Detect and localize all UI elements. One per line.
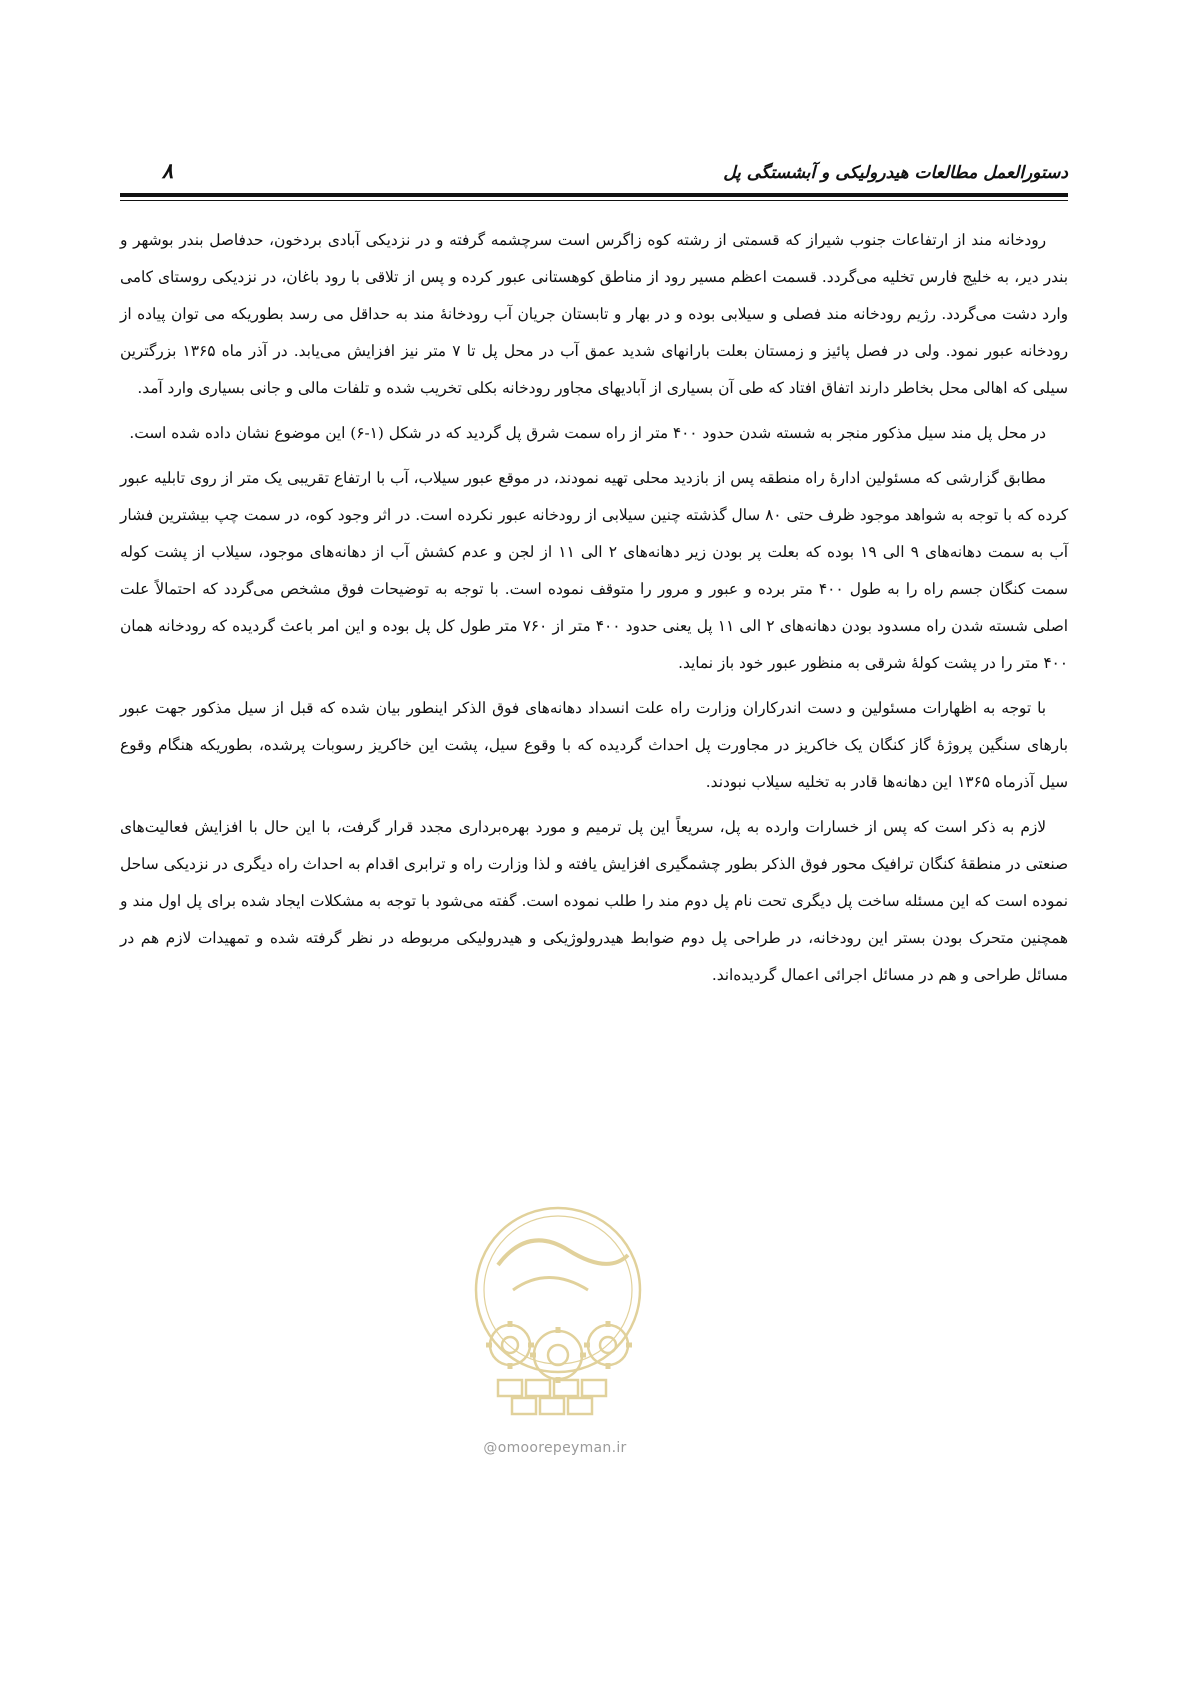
page-number: ۸ (161, 159, 173, 183)
body-text (120, 222, 1068, 1002)
paragraph-4: با توجه به اظهارات مسئولین و دست اندرکاران وزارت راه علت انسداد دهانه‌های فوق الذکر اینطور بیان شده که قبل از سیل مذکور جهت عبور بارهای سنگین پروژهٔ گاز کنگان یک خاکریز در مجاورت پل احداث گردیده که با وقوع سیل، پشت این خاکریز رسوبات پرشده، بطوریکه هنگام وقوع سیل آذرماه ۱۳۶۵ این دهانه‌ها قادر به تخلیه سیلاب نبودند. (120, 699, 1068, 791)
header-rule-thin (120, 200, 1068, 201)
paragraph-5: لازم به ذکر است که پس از خسارات وارده به پل، سریعاً این پل ترمیم و مورد بهره‌برداری مجدد قرار گرفت، با این حال با افزایش فعالیت‌های صنعتی در منطقهٔ کنگان ترافیک محور فوق الذکر بطور چشمگیری افزایش یافته و لذا وزارت راه و ترابری اقدام به احداث راه دیگری در نزدیکی ساحل نموده است که این مسئله ساخت پل دیگری تحت نام پل دوم مند را طلب نموده است. گفته می‌شود با توجه به مشکلات ایجاد شده برای پل اول مند و همچنین متحرک بودن بستر این رودخانه، در طراحی پل دوم ضوابط هیدرولوژیکی و هیدرولیکی مربوطه در نظر گرفته شده و تمهیدات لازم هم در مسائل طراحی و هم در مسائل اجرائی اعمال گردیده‌اند. (120, 818, 1068, 984)
watermark-stamp-logo (458, 1195, 658, 1425)
paragraph-3: مطابق گزارشی که مسئولین ادارهٔ راه منطقه پس از بازدید محلی تهیه نمودند، در موقع عبور سیلاب، آب با ارتفاع تقریبی یک متر از روی تابلیه عبور کرده که با توجه به شواهد موجود ظرف حتی ۸۰ سال گذشته چنین سیلابی از رودخانه عبور نکرده است. در اثر وجود کوه، در سمت چپ بیشترین فشار آب به سمت دهانه‌های ۹ الی ۱۹ بوده که بعلت پر بودن زیر دهانه‌های ۲ الی ۱۱ از لجن و عدم کشش آب از دهانه‌های موجود، سیلاب از پشت کوله سمت کنگان جسم راه را به طول ۴۰۰ متر برده و عبور و مرور را متوقف نموده است. با توجه به توضیحات فوق مشخص می‌گردد که احتمالاً علت اصلی شسته شدن راه مسدود بودن دهانه‌های ۲ الی ۱۱ پل یعنی حدود ۴۰۰ متر از ۷۶۰ متر طول کل پل بوده و این امر باعث گردیده که رودخانه همان ۴۰۰ متر را در پشت کولهٔ شرقی به منظور عبور خود باز نماید. (120, 469, 1069, 672)
header-rule-thick (120, 193, 1068, 197)
page-header (120, 159, 1068, 203)
running-title: دستورالعمل مطالعات هیدرولیکی و آبشستگی پل (723, 163, 1068, 183)
watermark-url: @omoorepeyman.ir (483, 1440, 627, 1456)
paragraph-1: رودخانه مند از ارتفاعات جنوب شیراز که قسمتی از رشته کوه زاگرس است سرچشمه گرفته و در نزدیکی آبادی بردخون، حدفاصل بندر بوشهر و بندر دیر، به خلیج فارس تخلیه می‌گردد. قسمت اعظم مسیر رود از مناطق کوهستانی عبور کرده و پس از تلاقی با رود باغان، در نزدیکی روستای کامی وارد دشت می‌گردد. رژیم رودخانه مند فصلی و سیلابی بوده و در بهار و تابستان جریان آب رودخانهٔ مند به حداقل می رسد بطوریکه می توان پیاده از رودخانه عبور نمود. ولی در فصل پائیز و زمستان بعلت بارانهای شدید عمق آب در محل پل تا ۷ متر نیز افزایش می‌یابد. در آذر ماه ۱۳۶۵ بزرگترین سیلی که اهالی محل بخاطر دارند اتفاق افتاد که طی آن بسیاری از آبادیهای مجاور رودخانه بکلی تخریب شده و تلفات مالی و جانی بسیاری وارد آمد. (120, 231, 1068, 397)
paragraph-2: در محل پل مند سیل مذکور منجر به شسته شدن حدود ۴۰۰ متر از راه سمت شرق پل گردید که در شکل (۱-۶) این موضوع نشان داده شده است. (129, 424, 1046, 442)
